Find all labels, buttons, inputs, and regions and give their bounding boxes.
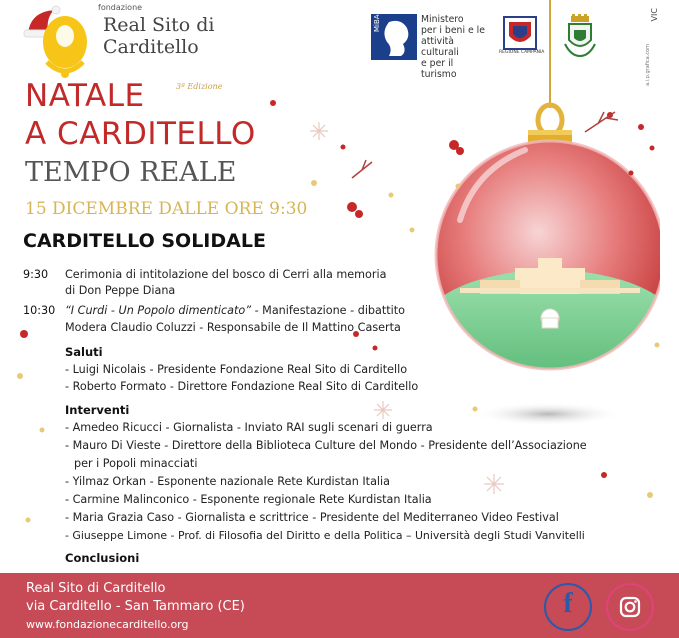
interventi-item: - Yilmaz Orkan - Esponente nazionale Rete Kurdistan Italia [65, 475, 390, 488]
title-line3: TEMPO REALE [25, 157, 237, 188]
facebook-glyph: f [563, 588, 573, 619]
event-date: 15 DICEMBRE DALLE ORE 9:30 [25, 199, 308, 219]
side-mark-small: a.i.p.grafica.com [645, 44, 651, 86]
interventi-item: - Amedeo Ricucci - Giornalista - Inviato RAI sugli scenari di guerra [65, 421, 433, 434]
instagram-glyph [608, 585, 652, 629]
interventi-item: - Carmine Malinconico - Esponente regionale Rete Kurdistan Italia [65, 493, 432, 506]
interventi-item: - Giuseppe Limone - Prof. di Filosofia del Diritto e della Politica – Università degli Studi Vanvitelli [65, 529, 585, 542]
item1-line2: di Don Peppe Diana [65, 284, 176, 297]
side-mark: VIC [650, 8, 659, 22]
saluti-item: - Roberto Formato - Direttore Fondazione Real Sito di Carditello [65, 380, 419, 393]
event-subtitle: CARDITELLO SOLIDALE [23, 230, 266, 252]
item1-line1: Cerimonia di intitolazione del bosco di Cerri alla memoria [65, 268, 387, 281]
interventi-heading: Interventi [65, 403, 130, 417]
ministry-line1: Ministero [421, 14, 464, 25]
footer-address: via Carditello - San Tammaro (CE) [26, 599, 245, 614]
region-label: REGIONE CAMPANIA [499, 50, 545, 55]
ministry-line3: attività culturali [421, 36, 459, 58]
footer-venue: Real Sito di Carditello [26, 581, 166, 596]
title-line1: NATALE [25, 78, 145, 114]
org-name-line2: Carditello [103, 36, 199, 58]
instagram-icon[interactable] [606, 583, 654, 631]
item2-rest: - Manifestazione - dibattito [251, 304, 405, 317]
item2-line2: Modera Claudio Coluzzi - Responsabile de Il Mattino Caserta [65, 321, 401, 334]
saluti-heading: Saluti [65, 345, 103, 359]
item1-time: 9:30 [23, 268, 49, 281]
footer-website-link[interactable]: www.fondazionecarditello.org [26, 618, 189, 631]
edition-label: 3ª Edizione [176, 82, 223, 91]
title-line2: A CARDITELLO [25, 116, 256, 152]
interventi-item: - Maria Grazia Caso - Giornalista e scrittrice - Presidente del Mediterraneo Video Festival [65, 511, 559, 524]
ministry-line2: per i beni e le [421, 25, 485, 36]
item2-line1 [65, 303, 405, 318]
org-name-line1: Real Sito di [103, 14, 215, 36]
mibact-label: MiBACT [373, 5, 381, 32]
saluti-item: - Luigi Nicolais - Presidente Fondazione Real Sito di Carditello [65, 363, 408, 376]
interventi-item: per i Popoli minacciati [74, 457, 198, 470]
interventi-item: - Mauro Di Vieste - Direttore della Biblioteca Culture del Mondo - Presidente dell’Associazione [65, 439, 587, 452]
footer-bar [0, 573, 679, 638]
facebook-icon[interactable] [544, 583, 592, 631]
ministry-line4: e per il turismo [421, 58, 457, 80]
item2-quote: “I Curdi - Un Popolo dimenticato” [65, 304, 252, 317]
conclusioni-heading: Conclusioni [65, 551, 140, 565]
item2-time: 10:30 [23, 304, 56, 317]
org-small-label: fondazione [98, 3, 143, 12]
